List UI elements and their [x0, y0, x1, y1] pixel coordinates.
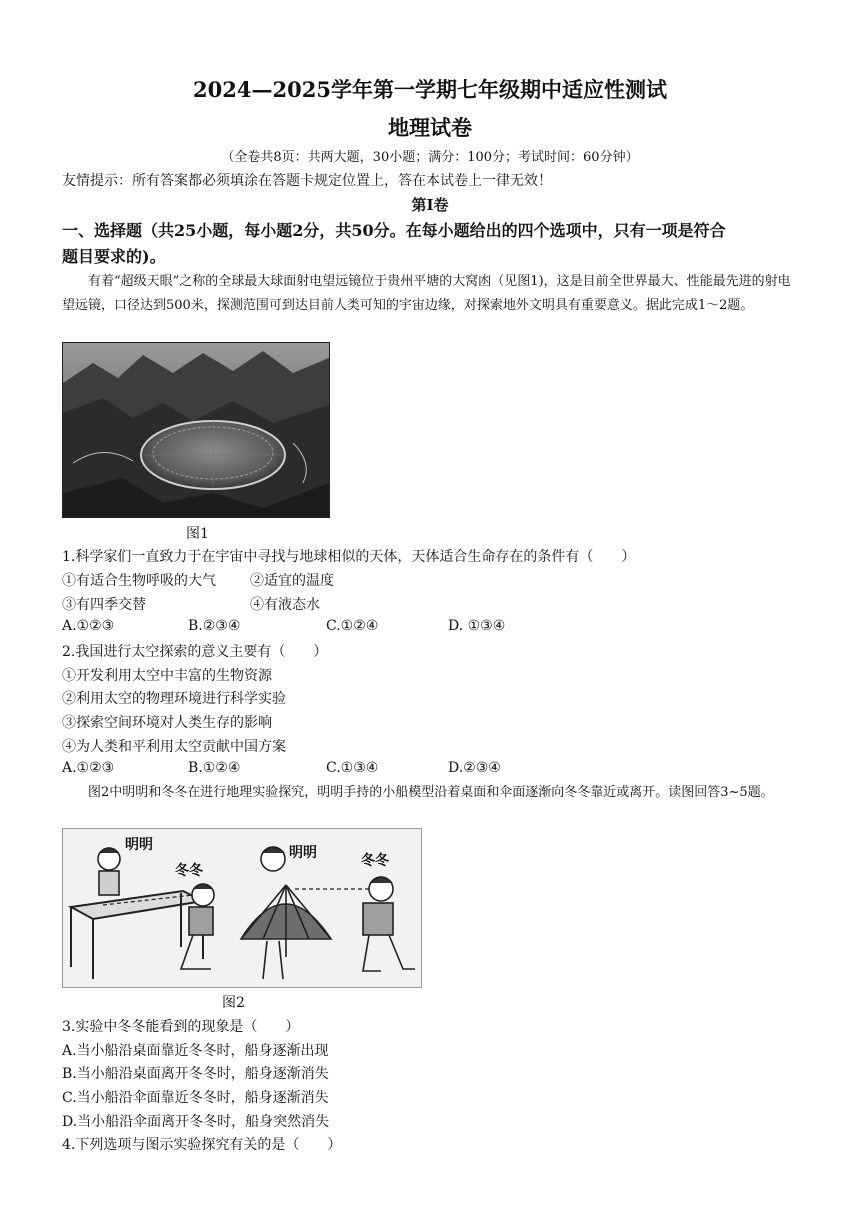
q2-option-b: B.①②④ [188, 760, 241, 776]
experiment-drawing [63, 829, 421, 987]
q2-item-1: ①开发利用太空中丰富的生物资源 [62, 668, 272, 684]
friendly-tip: 友情提示：所有答案都必须填涂在答题卡规定位置上，答在本试卷上一律无效！ [62, 173, 552, 189]
q3-option-a: A.当小船沿桌面靠近冬冬时，船身逐渐出现 [62, 1043, 329, 1059]
section-heading-line2: 题目要求的)。 [62, 247, 166, 266]
label-dongdong-left: 冬冬 [175, 863, 203, 879]
q3-option-b: B.当小船沿桌面离开冬冬时，船身逐渐消失 [62, 1066, 329, 1082]
volume-label: 第Ⅰ卷 [411, 196, 449, 214]
q1-stem: 1.科学家们一直致力于在宇宙中寻找与地球相似的天体，天体适合生命存在的条件有（ ） [62, 549, 636, 565]
exam-title: 2024—2025学年第一学期七年级期中适应性测试 [193, 77, 667, 102]
fast-telescope-illustration [63, 343, 329, 517]
q2-stem: 2.我国进行太空探索的意义主要有（ ） [62, 644, 328, 660]
label-dongdong-right: 冬冬 [361, 853, 389, 869]
exam-info: （全卷共8页：共两大题，30小题；满分：100分；考试时间：60分钟） [221, 150, 639, 165]
experiment-illustration [62, 828, 422, 988]
q1-item-4: ④有液态水 [250, 597, 320, 613]
label-mingming-left: 明明 [125, 837, 153, 853]
figure2-caption: 图2 [222, 995, 245, 1011]
section-heading-line1: 一、选择题（共25小题，每小题2分，共50分。在每小题给出的四个选项中，只有一项是符合 [62, 221, 726, 240]
q2-option-a: A.①②③ [62, 760, 115, 776]
umbrella-scene [241, 885, 331, 957]
subject-title: 地理试卷 [388, 115, 472, 140]
q2-item-3: ③探索空间环境对人类生存的影响 [62, 715, 272, 731]
intro-paragraph: 有着“超级天眼”之称的全球最大球面射电望远镜位于贵州平塘的大窝凼（见图1)，这是目前全世界最大、性能最先进的射电望远镜，口径达到500米，探测范围可到达目前人类可知的宇宙边缘，对探索地外文明具有重要意义。据此完成1～2题。 [62, 274, 791, 313]
figure1-caption: 图1 [186, 526, 209, 542]
q2-item-2: ②利用太空的物理环境进行科学实验 [62, 691, 286, 707]
fast-telescope-photo [62, 342, 330, 518]
q3-option-d: D.当小船沿伞面离开冬冬时，船身突然消失 [62, 1114, 330, 1130]
q1-option-a: A.①②③ [62, 618, 115, 634]
q1-item-3: ③有四季交替 [62, 597, 146, 613]
q2-item-4: ④为人类和平利用太空贡献中国方案 [62, 739, 286, 755]
intro2-paragraph: 图2中明明和冬冬在进行地理实验探究，明明手持的小船模型沿着桌面和伞面逐渐向冬冬靠近或离开。读图回答3~5题。 [88, 785, 774, 800]
q2-option-c: C.①③④ [326, 760, 379, 776]
q3-option-c: C.当小船沿伞面靠近冬冬时，船身逐渐消失 [62, 1090, 329, 1106]
q1-item-1: ①有适合生物呼吸的大气 [62, 573, 216, 589]
q1-option-d: D. ①③④ [448, 618, 506, 634]
q1-item-2: ②适宜的温度 [250, 573, 334, 589]
q2-option-d: D.②③④ [448, 760, 501, 776]
table-scene [71, 891, 203, 979]
q1-option-b: B.②③④ [188, 618, 241, 634]
label-mingming-right: 明明 [289, 845, 317, 861]
q1-option-c: C.①②④ [326, 618, 379, 634]
q4-stem: 4.下列选项与图示实验探究有关的是（ ） [62, 1137, 342, 1153]
q3-stem: 3.实验中冬冬能看到的现象是（ ） [62, 1019, 300, 1035]
mingming-left-figure [98, 848, 120, 895]
